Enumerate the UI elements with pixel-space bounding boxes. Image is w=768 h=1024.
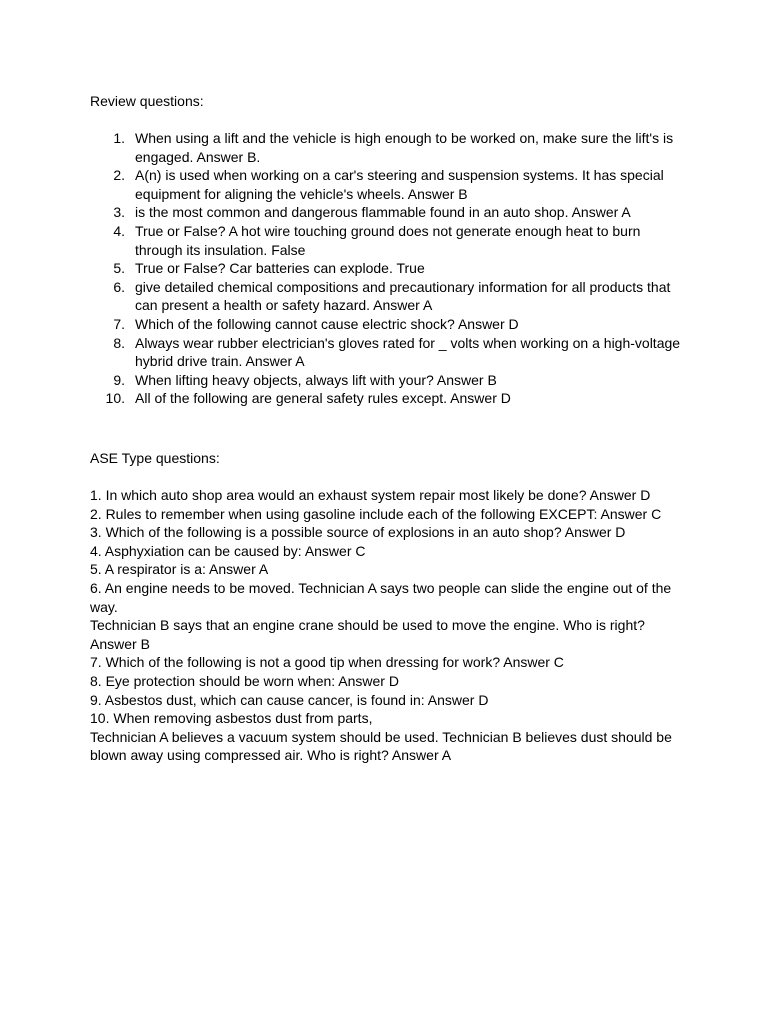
list-item-number: 1. [113, 130, 125, 146]
list-item [90, 371, 690, 390]
ase-line: 9. Asbestos dust, which can cause cancer, is found in: Answer D [90, 691, 489, 708]
ase-questions-heading: ASE Type questions: [90, 450, 220, 466]
list-item-text: When lifting heavy objects, always lift with your? Answer B [135, 371, 497, 388]
list-item [90, 259, 690, 278]
list-item-number: 8. [113, 334, 125, 351]
review-questions-heading: Review questions: [90, 93, 204, 109]
list-item-number: 4. [113, 222, 125, 239]
ase-line: 3. Which of the following is a possible source of explosions in an auto shop? Answer D [90, 524, 626, 541]
list-item-text: Always wear rubber electrician's gloves rated for _ volts when working on a high-voltage hybrid drive train. Answer A [135, 334, 681, 370]
list-item-number: 6. [113, 278, 125, 295]
list-item-text: True or False? A hot wire touching ground does not generate enough heat to burn through its insulation. False [135, 222, 641, 258]
ase-line: 8. Eye protection should be worn when: Answer D [90, 672, 399, 689]
ase-line: 4. Asphyxiation can be caused by: Answer C [90, 542, 366, 559]
ase-line: 7. Which of the following is not a good tip when dressing for work? Answer C [90, 654, 564, 671]
list-item-text: give detailed chemical compositions and precautionary information for all products that can present a health or safety hazard. Answer A [135, 278, 671, 314]
list-item-text: When using a lift and the vehicle is high enough to be worked on, make sure the lift's is engaged. Answer B. [135, 130, 674, 165]
list-item-text: Which of the following cannot cause electric shock? Answer D [135, 315, 519, 332]
list-item-number: 2. [113, 167, 125, 184]
ase-line: Technician B says that an engine crane should be used to move the engine. Who is right? Answer B [90, 617, 645, 652]
list-item [90, 203, 690, 222]
list-item-text: is the most common and dangerous flammable found in an auto shop. Answer A [135, 204, 631, 221]
ase-questions-list [90, 486, 680, 765]
ase-line: 10. When removing asbestos dust from parts, [90, 710, 373, 727]
ase-line: 1. In which auto shop area would an exhaust system repair most likely be done? Answer D [90, 487, 651, 503]
ase-line: Technician A believes a vacuum system should be used. Technician B believes dust should be blown away using compressed air. Who is right? Answer A [90, 728, 672, 764]
list-item-number: 3. [113, 204, 125, 221]
list-item [90, 315, 690, 334]
list-item-text: True or False? Car batteries can explode. True [135, 260, 425, 277]
list-item-number: 7. [113, 315, 125, 332]
list-item [90, 222, 690, 259]
list-item-number: 9. [113, 371, 125, 388]
list-item [90, 129, 690, 166]
list-item-text: A(n) is used when working on a car's steering and suspension systems. It has special equipment for aligning the vehicle's wheels. Answer B [135, 167, 664, 202]
list-item [90, 334, 690, 371]
list-item [90, 166, 690, 203]
ase-line: 6. An engine needs to be moved. Technician A says two people can slide the engine out of the way. [90, 579, 672, 615]
list-item [90, 389, 690, 408]
review-questions-list [90, 129, 690, 408]
list-item [90, 278, 690, 315]
list-item-number: 5. [113, 260, 125, 277]
ase-line: 2. Rules to remember when using gasoline include each of the following EXCEPT: Answer C [90, 505, 662, 522]
ase-line: 5. A respirator is a: Answer A [90, 561, 269, 578]
list-item-number: 10. [105, 390, 125, 407]
list-item-text: All of the following are general safety rules except. Answer D [135, 390, 511, 407]
